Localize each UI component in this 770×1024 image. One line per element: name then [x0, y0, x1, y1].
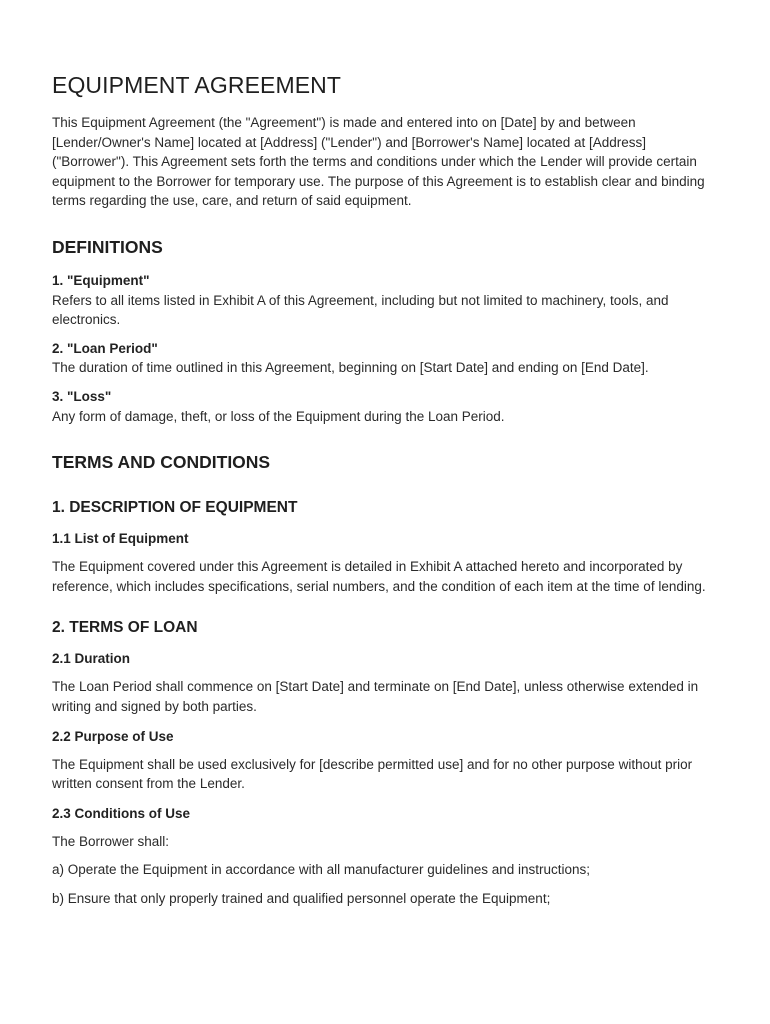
definition-title: 2. "Loan Period" [52, 340, 158, 356]
section-heading: 1. DESCRIPTION OF EQUIPMENT [52, 499, 298, 517]
definition-title: 3. "Loss" [52, 388, 112, 404]
subsection-text: The Equipment shall be used exclusively for [describe permitted use] and for no other purpose without prior written consent from the Lender. [52, 756, 693, 792]
list-item: a) Operate the Equipment in accordance with all manufacturer guidelines and instructions; [52, 862, 591, 878]
subsection-heading: 1.1 List of Equipment [52, 531, 189, 547]
definition-text: The duration of time outlined in this Agreement, beginning on [Start Date] and ending on [End Date]. [52, 360, 649, 376]
subsection-text: The Equipment covered under this Agreement is detailed in Exhibit A attached hereto and incorporated by reference, which includes specifications, serial numbers, and the condition of each item at the time of lending. [52, 559, 706, 594]
subsection-heading: 2.2 Purpose of Use [52, 728, 174, 744]
definition-title: 1. "Equipment" [52, 272, 150, 288]
subsection-heading: 2.3 Conditions of Use [52, 805, 191, 821]
document-title: EQUIPMENT AGREEMENT [52, 72, 342, 98]
list-item: b) Ensure that only properly trained and qualified personnel operate the Equipment; [52, 890, 551, 906]
section-heading: 2. TERMS OF LOAN [52, 619, 198, 637]
intro-paragraph: This Equipment Agreement (the "Agreement") is made and entered into on [Date] by and between [Lender/Owner's Name] located at [Address] ("Lender") and [Borrower's Name] located at [Address] ("Borrower"). This Agreement sets forth the terms and conditions under which the Lender will provide certain equipment to the Borrower for temporary use. The purpose of this Agreement is to establish clear and binding terms regarding the use, care, and return of said equipment. [52, 115, 705, 209]
subsection-text: The Loan Period shall commence on [Start Date] and terminate on [End Date], unless otherwise extended in writing and signed by both parties. [52, 679, 699, 714]
definition-item [52, 387, 722, 426]
definition-item [52, 271, 722, 330]
definition-item [52, 339, 722, 378]
terms-heading: TERMS AND CONDITIONS [52, 452, 271, 473]
definition-text: Any form of damage, theft, or loss of the Equipment during the Loan Period. [52, 408, 505, 424]
document-page [52, 70, 722, 908]
definition-text: Refers to all items listed in Exhibit A of this Agreement, including but not limited to machinery, tools, and electronics. [52, 292, 669, 328]
definitions-heading: DEFINITIONS [52, 236, 163, 257]
subsection-heading: 2.1 Duration [52, 651, 131, 667]
subsection-text: The Borrower shall: [52, 833, 170, 849]
